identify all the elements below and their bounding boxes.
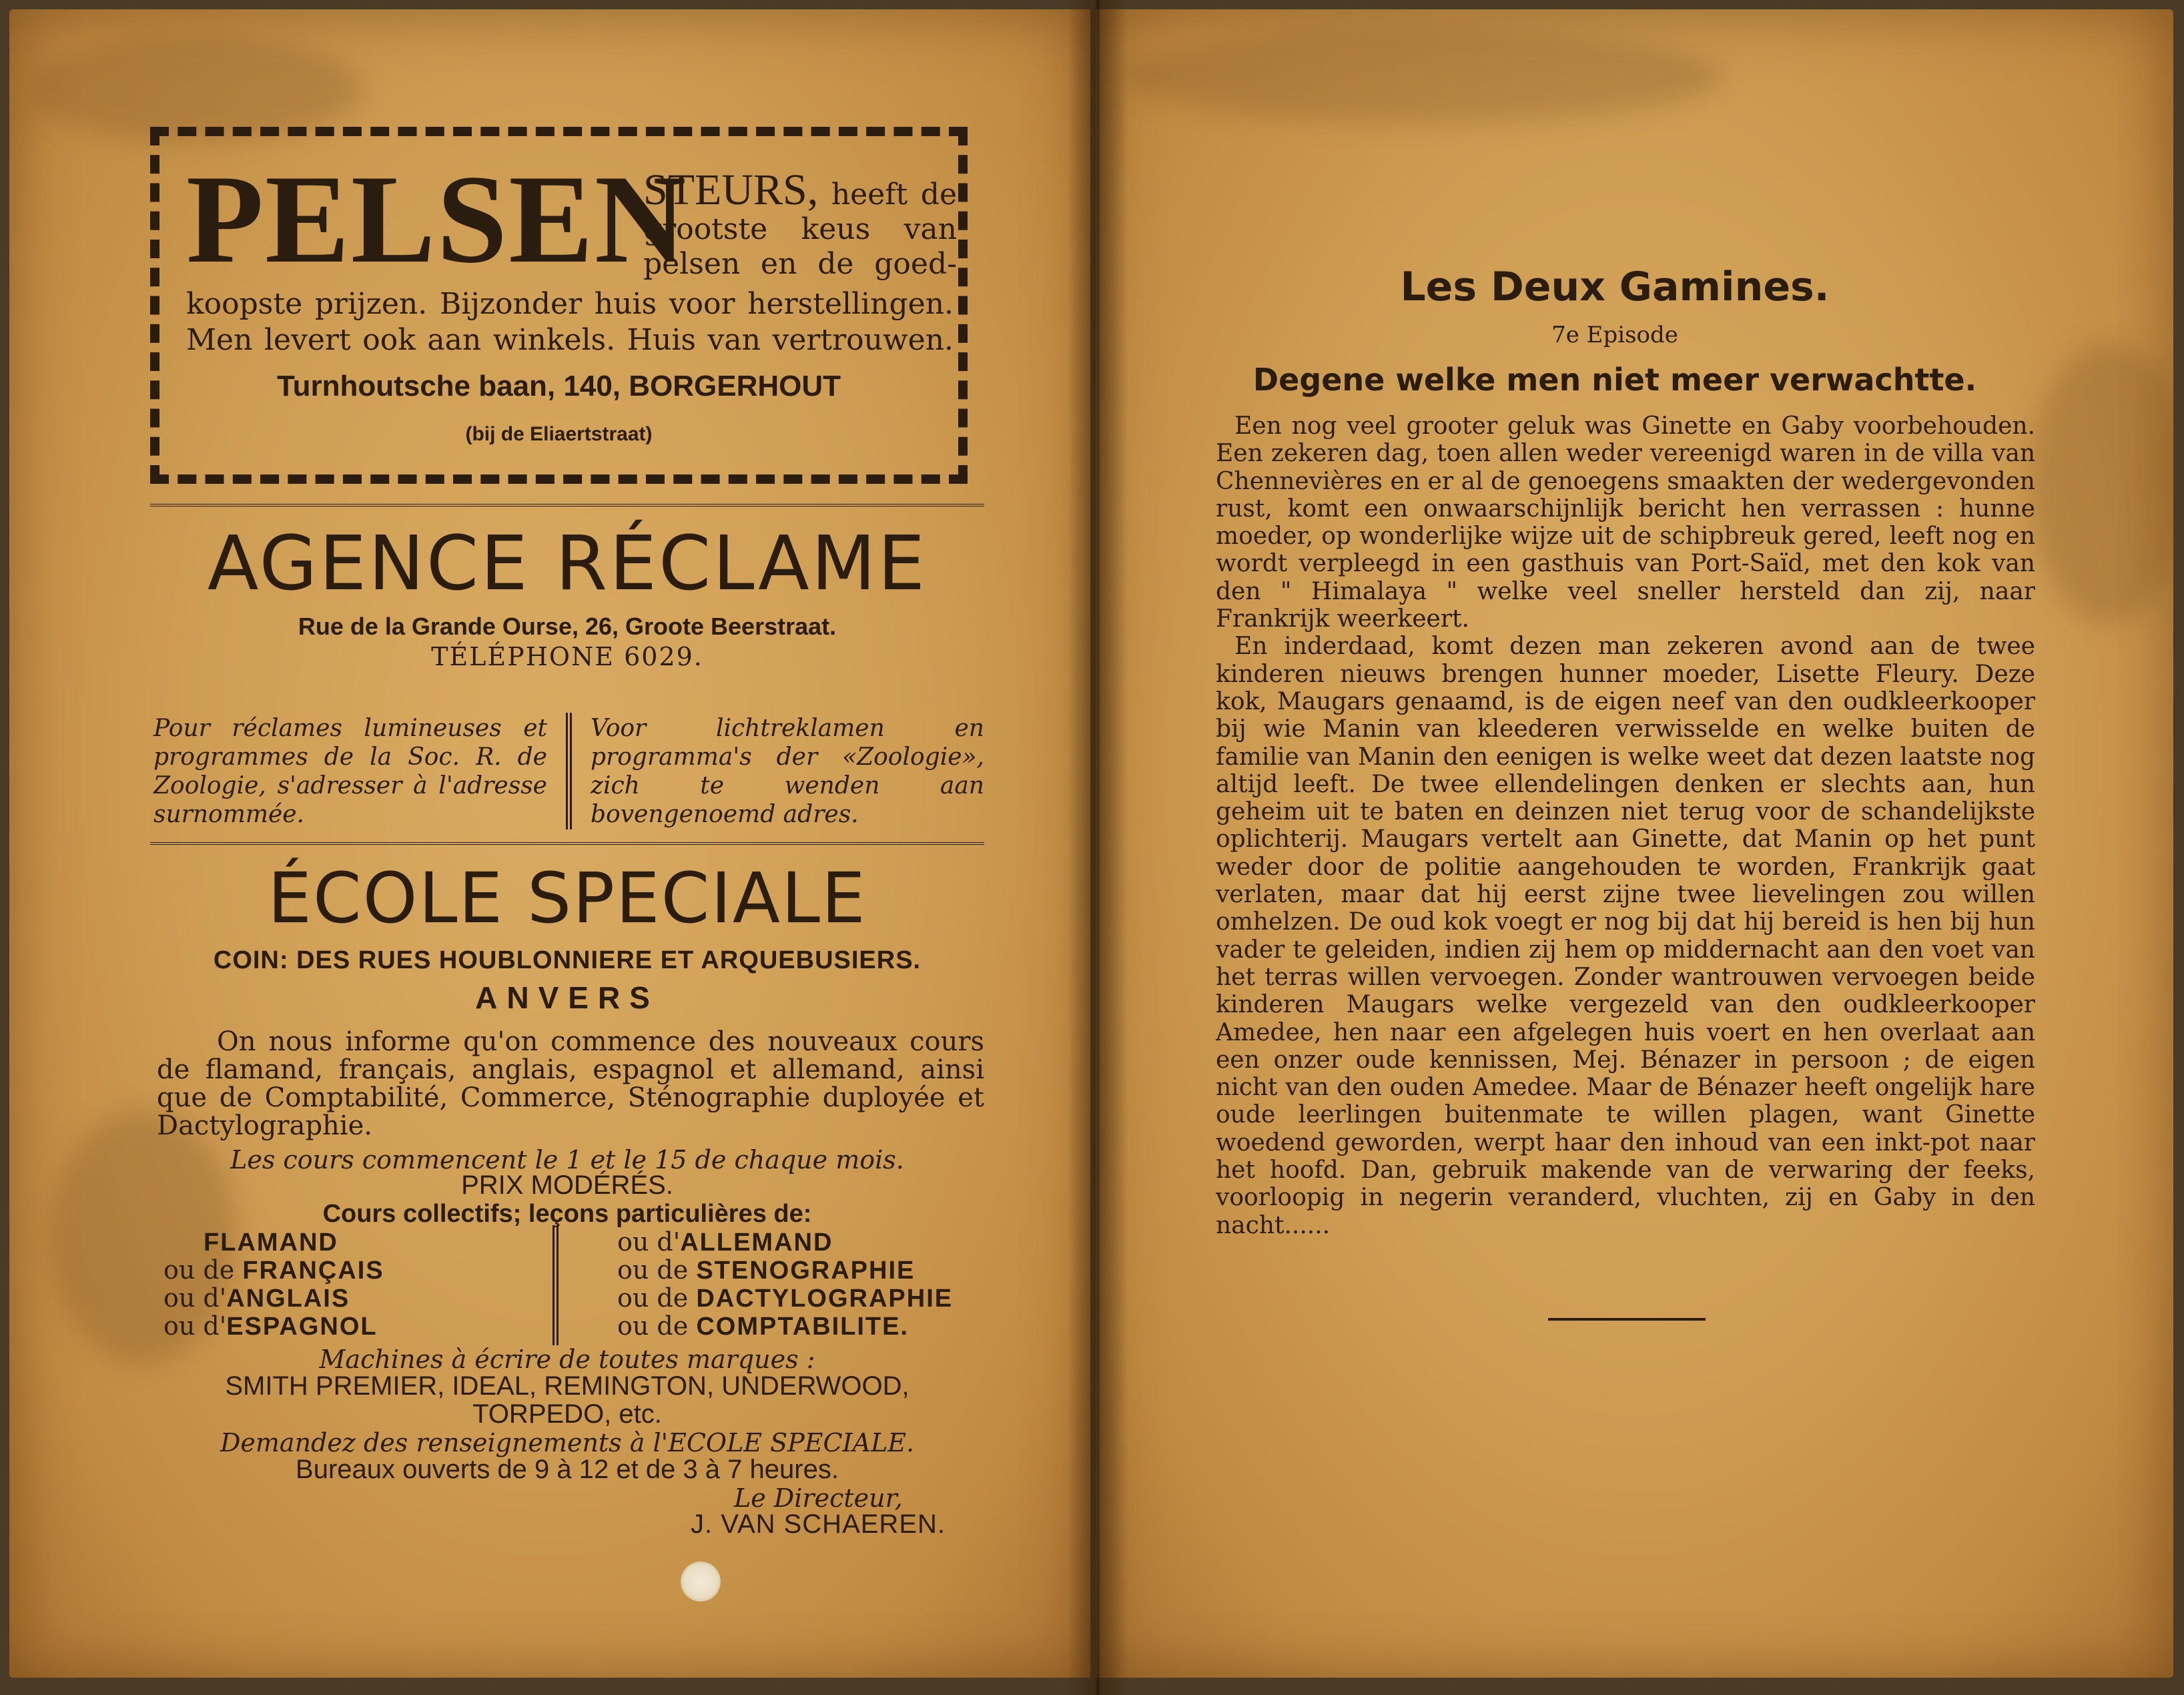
subject-name: ESPAGNOL	[226, 1313, 378, 1341]
agence-text-fr: Pour réclames lumineuses et programmes de la Soc. R. de Zoologie, s'adresser à l'adresse surnommée.	[153, 715, 547, 828]
subject-name: DACTYLOGRAPHIE	[696, 1285, 954, 1313]
subject-row	[617, 1312, 953, 1340]
ecole-courses-start: Les cours commencent le 1 et le 15 de chaque mois.	[230, 1145, 904, 1174]
subject-row	[163, 1256, 384, 1284]
subject-name: COMPTABILITE.	[696, 1313, 909, 1341]
ecole-collective: Cours collectifs; leçons particulières de:	[322, 1200, 812, 1228]
ecole-brands-1: SMITH PREMIER, IDEAL, REMINGTON, UNDERWOOD,	[225, 1371, 909, 1401]
divider-rule	[150, 842, 984, 845]
subject-row	[617, 1284, 953, 1312]
subject-prefix: ou d'	[163, 1311, 227, 1341]
agence-text-nl: Voor lichtreklamen en programma's der «Zoologie», zich te wenden aan bovengenoemd adres.	[591, 715, 984, 828]
story-title: Les Deux Gamines.	[1400, 264, 1830, 310]
ecole-corner: COIN: DES RUES HOUBLONNIERE ET ARQUEBUSIERS.	[213, 946, 922, 974]
subject-name: ANGLAIS	[226, 1285, 350, 1313]
story-body	[1216, 412, 2035, 1239]
story-paragraph: En inderdaad, komt dezen man zekeren avond aan de twee kinderen nieuws brengen hunner moeder, Lisette Fleury. Deze kok, Maugars genaamd, is de eigen neef van den oudkleerkooper bij wie Manin van kleederen verwisselde en welke buiten de familie van Manin den eenigen is welke weet dat dezen laatste nog altijd leeft. De twee ellendelingen denken er slechts aan, hun geheim uit te baten en deinzen niet terug voor de schandelijkste oplichterij. Maugars vertelt aan Ginette, dat Manin op het punt weder door de politie aangehouden te worden, Frankrijk gaat verlaten, maar dat hij eerst zijne twee lievelingen zou willen omhelzen. De oud kok voegt er nog bij dat hij bereid is hen bij hun vader te geleiden, indien zij hem op middernacht aan den voet van het terras willen vervoegen. Zonder wantrouwen vervoegen beide kinderen Maugars welke vergezeld van den oudkleerkooper Amedee, hen naar een afgelegen huis voert en hen overlaat aan een onzer oude kennissen, Mej. Bénazer in persoon ; de eigen nicht van den ouden Amedee. Maar de Bénazer heeft ongelijk hare oude leerlingen buitenmate te willen plagen, want Ginette woedend geworden, werpt haar den inhoud van een inkt-pot naar het hoofd. Dan, gebruik makende van de verwaring der feeks, voorloopig in negerin veranderd, vluchten, zij en Gaby in den nacht......	[1216, 633, 2035, 1239]
punch-hole	[681, 1562, 721, 1602]
divider-rule	[150, 504, 984, 506]
subject-row	[163, 1228, 384, 1256]
story-end-rule	[1548, 1318, 1706, 1321]
subject-prefix: ou d'	[617, 1227, 681, 1257]
ecole-city: ANVERS	[475, 980, 659, 1015]
agence-address: Rue de la Grande Ourse, 26, Groote Beerstraat.	[298, 613, 837, 640]
pelsen-lead-text: heeft de grootste keus van pelsen en de goed-	[643, 178, 957, 281]
subject-prefix: ou de	[617, 1255, 697, 1285]
pelsen-lead	[643, 165, 957, 282]
story-subtitle: Degene welke men niet meer verwachtte.	[1252, 362, 1977, 398]
subjects-right	[617, 1228, 953, 1340]
ecole-machines: Machines à écrire de toutes marques :	[319, 1345, 815, 1374]
pelsen-body: koopste prijzen. Bijzonder huis voor herstellingen. Men levert ook aan winkels. Huis van vertrouwen.	[186, 287, 954, 357]
pelsen-headline: PELSEN	[186, 149, 688, 290]
subject-row	[617, 1256, 953, 1284]
agence-title: AGENCE RÉCLAME	[207, 521, 928, 607]
subject-row	[163, 1284, 384, 1312]
subject-name: FLAMAND	[204, 1229, 338, 1257]
story-episode: 7e Episode	[1551, 322, 1678, 348]
agence-telephone: TÉLÉPHONE 6029.	[431, 642, 703, 671]
ecole-request: Demandez des renseignements à l'ECOLE SPECIALE.	[220, 1428, 915, 1457]
subject-name: FRANÇAIS	[242, 1257, 384, 1285]
ecole-intro: On nous informe qu'on commence des nouveaux cours de flamand, français, anglais, espagnol et allemand, ainsi que de Comptabilité, Commerce, Sténographie duployée et Dactylographie.	[157, 1026, 984, 1141]
ecole-brands-2: TORPEDO, etc.	[472, 1399, 662, 1429]
story-paragraph: Een nog veel grooter geluk was Ginette en Gaby voorbehouden. Een zekeren dag, toen allen weder vereenigd waren in de villa van Chennevières en er al de genoegens smaakten der wedergevonden rust, komt een onwaarschijnlijk bericht hen verrassen : hunne moeder, op wonderlijke wijze uit de schipbreuk gered, leeft nog en wordt verpleegd in een gasthuis van Port-Saïd, met den kok van den " Himalaya " welke veel sneller hersteld dan zij, naar Frankrijk weerkeert.	[1216, 412, 2035, 633]
subject-name: ALLEMAND	[680, 1229, 833, 1257]
subject-prefix: ou de	[617, 1311, 697, 1341]
ecole-title: ÉCOLE SPECIALE	[268, 858, 867, 939]
column-divider	[566, 713, 572, 829]
ecole-signoff-name: J. VAN SCHAEREN.	[691, 1509, 946, 1539]
ecole-hours: Bureaux ouverts de 9 à 12 et de 3 à 7 heures.	[296, 1455, 839, 1484]
subject-row	[163, 1312, 384, 1340]
pelsen-address: Turnhoutsche baan, 140, BORGERHOUT	[276, 370, 841, 402]
pelsen-address-note: (bij de Eliaertstraat)	[465, 423, 653, 445]
subjects-left	[163, 1228, 384, 1340]
book-gutter	[1068, 0, 1128, 1695]
paper-stain	[1122, 29, 1723, 123]
subject-prefix: ou d'	[163, 1283, 227, 1313]
subject-prefix: ou de	[163, 1255, 243, 1285]
column-divider	[553, 1225, 559, 1345]
pelsen-name: STEURS,	[643, 165, 819, 214]
ecole-signoff-title: Le Directeur,	[734, 1483, 903, 1513]
pelsen-advertisement	[150, 127, 968, 484]
subject-row	[617, 1228, 953, 1256]
subject-name: STENOGRAPHIE	[696, 1257, 916, 1285]
ecole-prices: PRIX MODÉRÉS.	[461, 1170, 673, 1200]
subject-prefix: ou de	[617, 1283, 697, 1313]
